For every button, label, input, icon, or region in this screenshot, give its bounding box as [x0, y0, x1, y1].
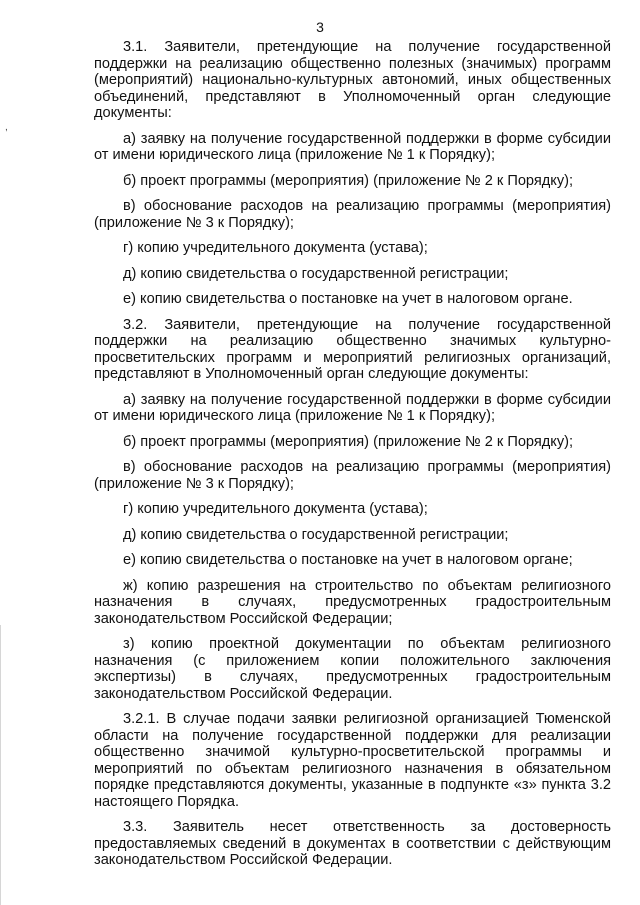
- paragraph-3-2-e: е) копию свидетельства о постановке на учет в налоговом органе;: [123, 552, 573, 568]
- paragraph-3-3: 3.3. Заявитель несет ответственность за достоверность предоставляемых сведений в документах в соответствии с действующим законодательством Российской Федерации.: [94, 819, 611, 868]
- paragraph-3-2-zh: ж) копию разрешения на строительство по объектам религиозного назначения в случаях, предусмотренных градостроительным законодательством Российской Федерации;: [94, 577, 611, 627]
- page-number: 3: [316, 19, 324, 35]
- paragraph-3-2-d: д) копию свидетельства о государственной регистрации;: [123, 526, 509, 543]
- paragraph-3-2-a: а) заявку на получение государственной поддержки в форме субсидии от имени юридического лица (приложение № 1 к Порядку);: [94, 391, 611, 424]
- paragraph-3-2-g: г) копию учредительного документа (устава);: [123, 501, 428, 517]
- paragraph-3-1-g: г) копию учредительного документа (устава);: [123, 240, 428, 256]
- paragraph-3-1-e: е) копию свидетельства о постановке на учет в налоговом органе.: [123, 291, 573, 307]
- paragraph-3-2-v: в) обоснование расходов на реализацию программы (мероприятия) (приложение № 3 к Порядку);: [94, 459, 611, 492]
- paragraph-3-2-z: з) копию проектной документации по объектам религиозного назначения (с приложением копии положительного заключения экспертизы) в случаях, предусмотренных градостроительным законодательством Российской Федерации.: [94, 636, 611, 702]
- paragraph-3-1: 3.1. Заявители, претендующие на получение государственной поддержки на реализацию общественно полезных (значимых) программ (мероприятий) национально-культурных автономий, иных общественных объединений, представляют в Уполномоченный орган следующие документы:: [94, 39, 611, 121]
- scan-edge-line: [0, 625, 1, 905]
- paragraph-3-2-1: 3.2.1. В случае подачи заявки религиозной организацией Тюменской области на получение государственной поддержки для реализации общественно значимой культурно-просветительской программы и мероприятий по объектам религиозного назначения в обязательном порядке представляются документы, указанные в подпункте «з» пункта 3.2 настоящего Порядка.: [94, 711, 611, 810]
- paragraph-3-1-a: а) заявку на получение государственной поддержки в форме субсидии от имени юридического лица (приложение № 1 к Порядку);: [94, 130, 611, 163]
- paragraph-3-1-b: б) проект программы (мероприятия) (приложение № 2 к Порядку);: [123, 172, 574, 189]
- paragraph-3-2: 3.2. Заявители, претендующие на получение государственной поддержки на реализацию общественно значимых культурно-просветительских программ и мероприятий религиозных организаций, представляют в Уполномоченный орган следующие документы:: [94, 316, 611, 382]
- paragraph-3-1-v: в) обоснование расходов на реализацию программы (мероприятия) (приложение № 3 к Порядку);: [94, 198, 611, 231]
- margin-mark: ,: [5, 122, 8, 133]
- paragraph-3-2-b: б) проект программы (мероприятия) (приложение № 2 к Порядку);: [123, 433, 574, 450]
- document-body: [94, 39, 611, 878]
- paragraph-3-1-d: д) копию свидетельства о государственной регистрации;: [123, 265, 509, 282]
